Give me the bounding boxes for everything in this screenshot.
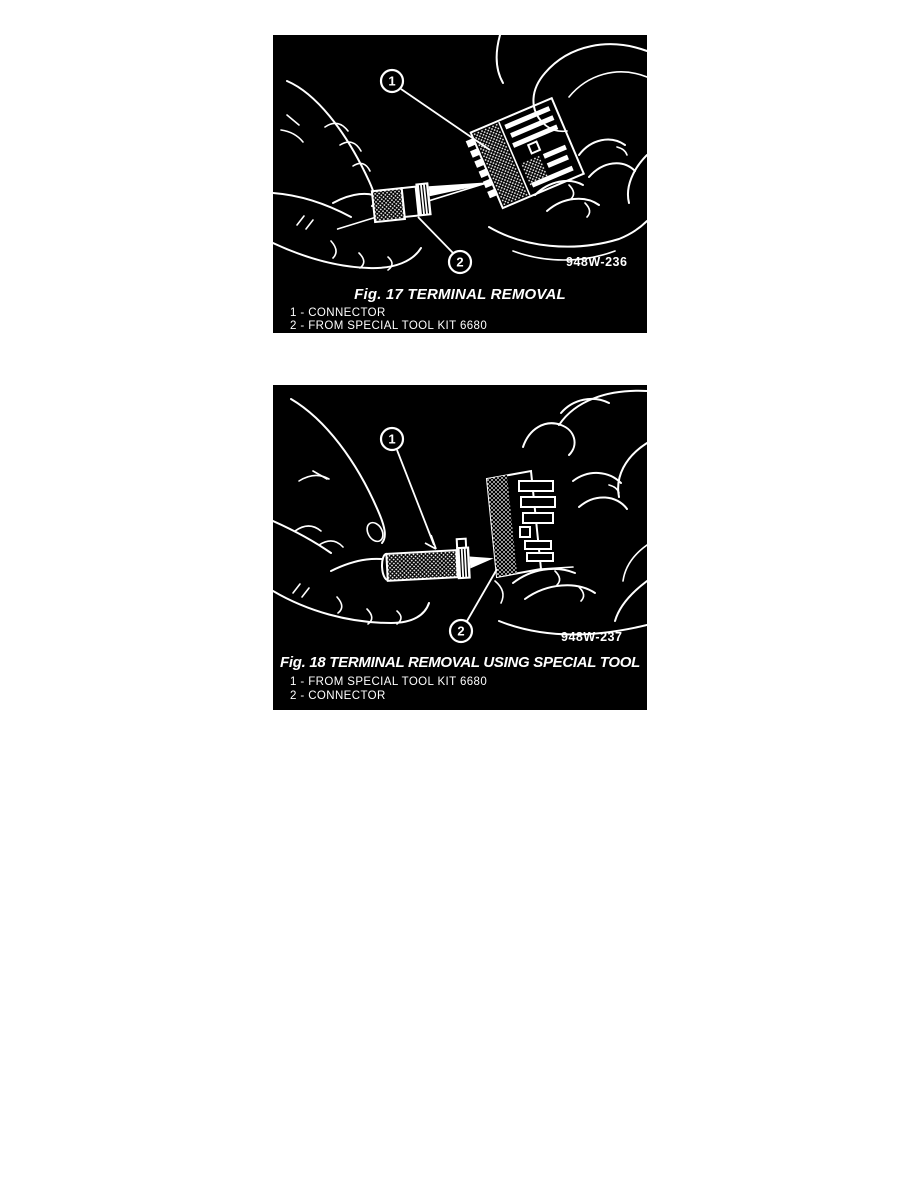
callout-2-marker — [418, 217, 471, 273]
connector-illustration — [463, 98, 583, 211]
figure-18-illustration — [273, 385, 647, 653]
figure-17-illustration — [273, 35, 647, 285]
figure-ref-code: 948W-237 — [561, 630, 623, 644]
figure-17-legend-item-2: 2 - FROM SPECIAL TOOL KIT 6680 — [290, 320, 488, 332]
figure-17-panel — [273, 35, 647, 333]
figure-18-legend-item-2: 2 - CONNECTOR — [290, 690, 386, 702]
callout-1-marker — [381, 428, 436, 549]
figure-18-legend-item-1: 1 - FROM SPECIAL TOOL KIT 6680 — [290, 676, 488, 688]
figure-17-caption: Fig. 17 TERMINAL REMOVAL — [354, 286, 566, 303]
callout-2-number: 2 — [457, 623, 465, 639]
callout-2-marker — [450, 569, 497, 642]
left-hand-illustration — [273, 399, 429, 624]
figure-18-caption: Fig. 18 TERMINAL REMOVAL USING SPECIAL TOOL — [280, 654, 640, 671]
left-hand-illustration — [273, 81, 421, 270]
callout-2-number: 2 — [456, 254, 464, 270]
special-tool-illustration — [381, 537, 495, 583]
special-tool-illustration — [334, 175, 501, 229]
connector-illustration — [487, 471, 573, 577]
callout-1-marker — [381, 70, 490, 150]
callout-1-number: 1 — [388, 431, 396, 447]
callout-1-number: 1 — [388, 73, 396, 89]
figure-ref-code: 948W-236 — [566, 255, 628, 269]
figure-17-legend-item-1: 1 - CONNECTOR — [290, 307, 386, 319]
figure-18-panel — [273, 385, 647, 710]
